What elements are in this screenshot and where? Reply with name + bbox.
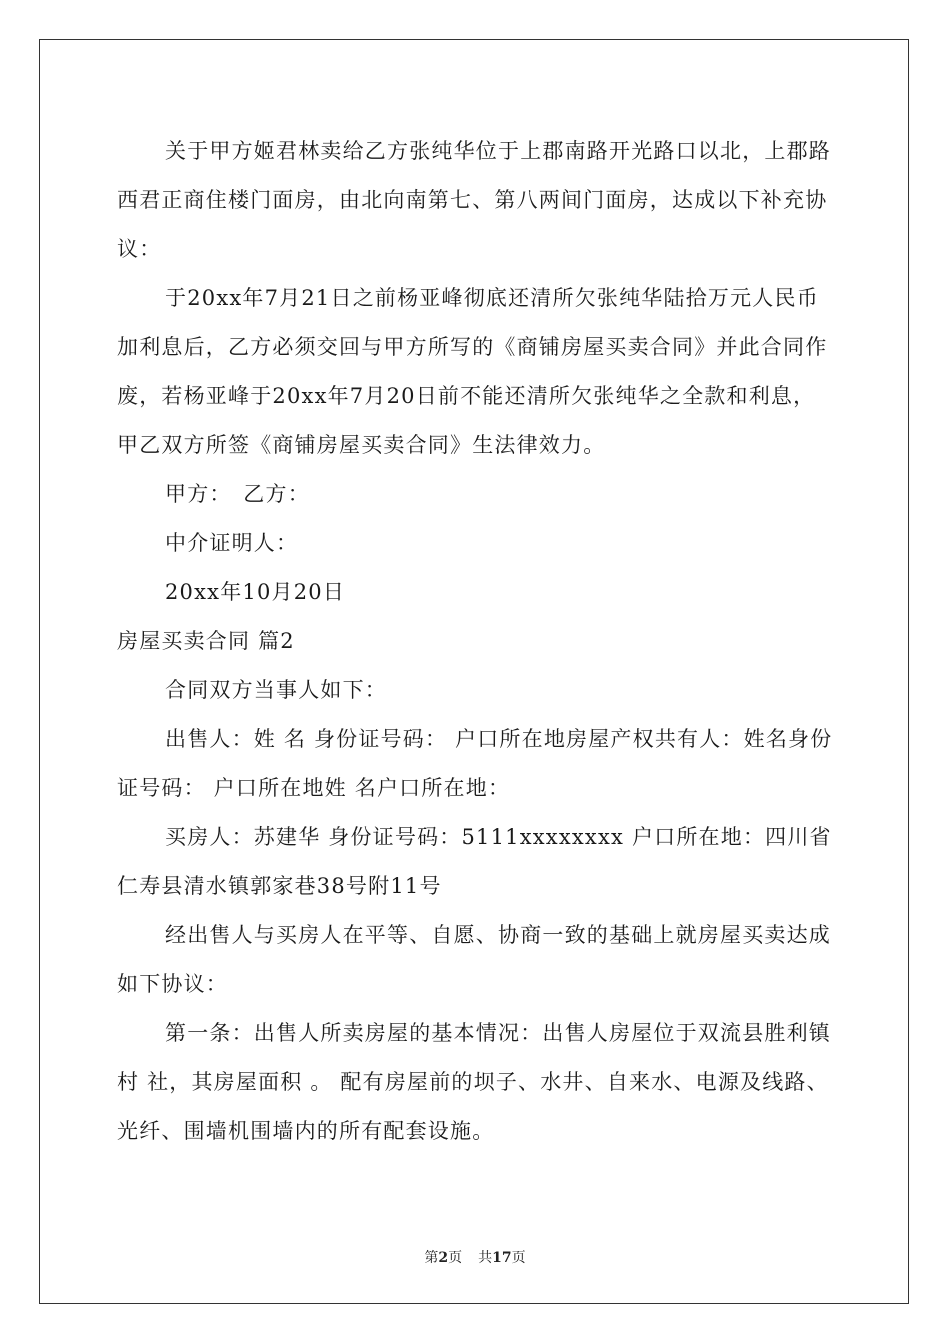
paragraph-seller-info: 出售人：姓 名 身份证号码： 户口所在地房屋产权共有人：姓名身份证号码： 户口所在地姓 名户口所在地：	[117, 727, 833, 800]
document-body	[117, 127, 837, 1156]
paragraph-article-one: 第一条：出售人所卖房屋的基本情况：出售人房屋位于双流县胜利镇 村 社，其房屋面积 。 配有房屋前的坝子、水井、自来水、电源及线路、光纤、围墙机围墙内的所有配套设施。	[117, 1021, 831, 1143]
paragraph-parties-intro: 合同双方当事人如下：	[165, 678, 387, 702]
page-current: 2	[438, 1250, 449, 1266]
paragraph-repayment-terms: 于20xx年7月21日之前杨亚峰彻底还清所欠张纯华陆拾万元人民币加利息后，乙方必须交回与甲方所写的《商铺房屋买卖合同》并此合同作废，若杨亚峰于20xx年7月20日前不能还清所欠张纯华之全款和利息，甲乙双方所签《商铺房屋买卖合同》生法律效力。	[117, 286, 828, 457]
paragraph-witness: 中介证明人：	[165, 531, 299, 555]
paragraph-agreement-basis: 经出售人与买房人在平等、自愿、协商一致的基础上就房屋买卖达成如下协议：	[117, 923, 831, 996]
total-prefix: 共	[478, 1250, 493, 1266]
section-title: 房屋买卖合同 篇2	[117, 629, 295, 653]
total-unit: 页	[511, 1250, 526, 1266]
page-unit: 页	[448, 1250, 463, 1266]
paragraph-buyer-info: 买房人：苏建华 身份证号码：5111xxxxxxxx 户口所在地：四川省仁寿县清水镇郭家巷38号附11号	[117, 825, 832, 898]
page-footer	[0, 1247, 950, 1267]
paragraph-date: 20xx年10月20日	[165, 580, 346, 604]
page-total: 17	[492, 1250, 512, 1266]
paragraph-party-signatures: 甲方： 乙方：	[165, 482, 310, 506]
page-prefix: 第	[424, 1250, 439, 1266]
paragraph-supplementary-intro: 关于甲方姬君林卖给乙方张纯华位于上郡南路开光路口以北，上郡路西君正商住楼门面房，由北向南第七、第八两间门面房，达成以下补充协议：	[117, 139, 831, 261]
